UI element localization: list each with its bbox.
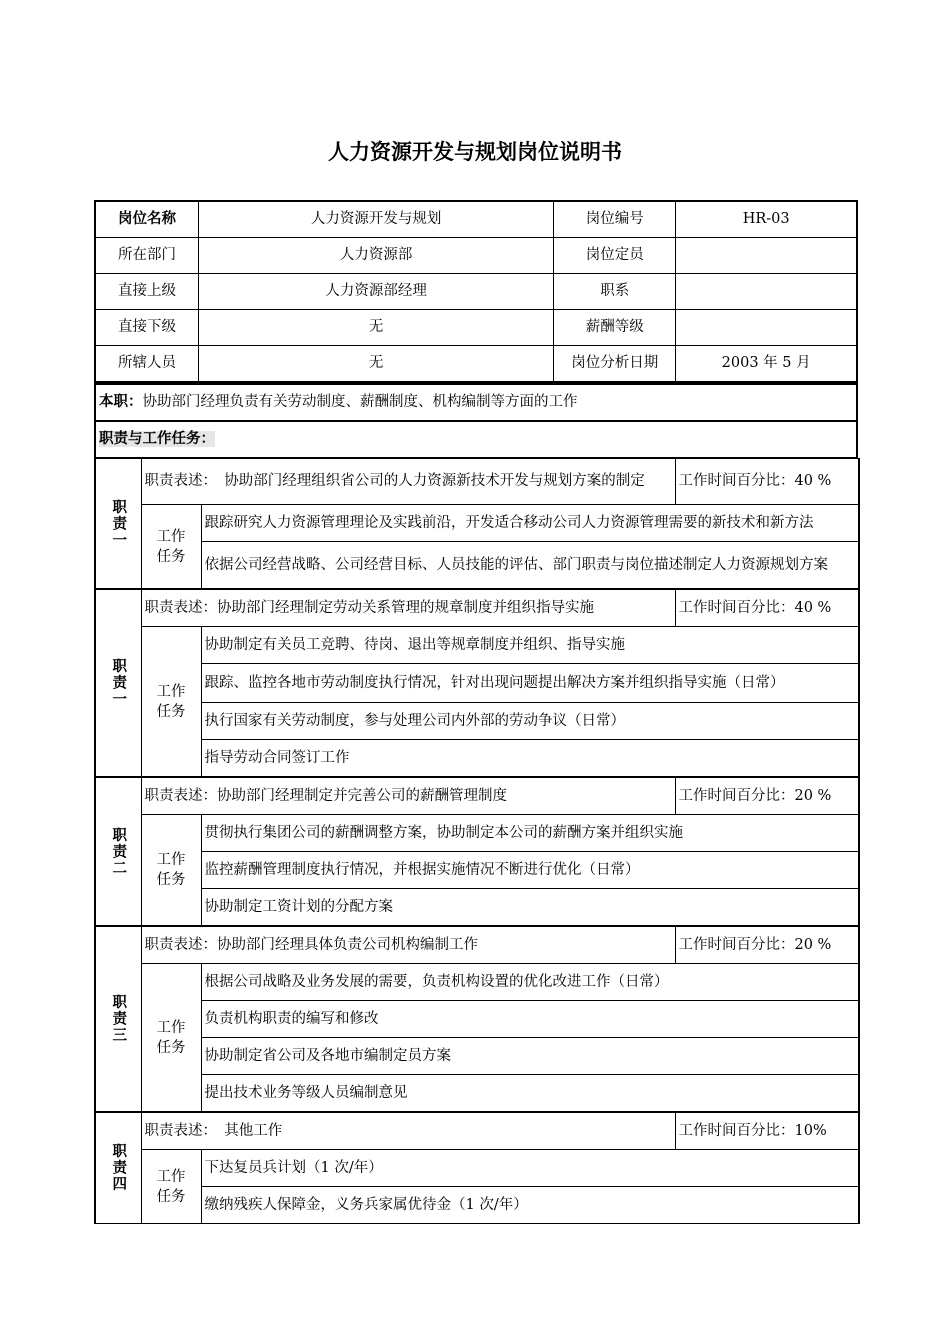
task-item: 指导劳动合同签订工作 [201, 740, 859, 778]
duty-label: 职责一 [95, 459, 141, 590]
duty-row [95, 459, 859, 505]
subordinate-label: 直接下级 [95, 310, 199, 346]
duty-description: 职责表述： 其他工作 [141, 1112, 675, 1150]
task-row [95, 815, 859, 852]
quota-value [676, 238, 857, 274]
superior-label: 直接上级 [95, 274, 199, 310]
info-row-dept [95, 238, 857, 274]
duty-label: 职责二 [95, 777, 141, 926]
info-row-name [95, 201, 857, 238]
task-row [95, 703, 859, 740]
info-row-staff [95, 346, 857, 383]
duties-header-row [95, 421, 857, 458]
salary-value [676, 310, 857, 346]
task-item: 协助制定省公司及各地市编制定员方案 [201, 1038, 859, 1075]
quota-label: 岗位定员 [554, 238, 676, 274]
staff-label: 所辖人员 [95, 346, 199, 383]
duty-row [95, 589, 859, 627]
duty-description: 职责表述： 协助部门经理组织省公司的人力资源新技术开发与规划方案的制定 [141, 459, 675, 505]
duties-header-text: 职责与工作任务： [99, 431, 215, 447]
task-item: 负责机构职责的编写和修改 [201, 1001, 859, 1038]
duty-row [95, 1112, 859, 1150]
task-row [95, 1150, 859, 1187]
info-row-superior [95, 274, 857, 310]
task-label: 工作任务 [141, 1150, 201, 1224]
task-item: 协助制定工资计划的分配方案 [201, 889, 859, 927]
task-row [95, 964, 859, 1001]
duty-time-percent: 工作时间百分比：20 % [675, 926, 859, 964]
duty-description: 职责表述：协助部门经理具体负责公司机构编制工作 [141, 926, 675, 964]
main-duty-text: 协助部门经理负责有关劳动制度、薪酬制度、机构编制等方面的工作 [142, 394, 578, 410]
task-item: 缴纳残疾人保障金，义务兵家属优待金（1 次/年） [201, 1187, 859, 1224]
duty-time-percent: 工作时间百分比：40 % [675, 459, 859, 505]
job-description-form [94, 200, 858, 1224]
staff-value: 无 [199, 346, 554, 383]
subordinate-value: 无 [199, 310, 554, 346]
duty-label: 职责四 [95, 1112, 141, 1224]
duty-label: 职责一 [95, 589, 141, 777]
main-duty-row [95, 384, 857, 421]
duty-description: 职责表述：协助部门经理制定并完善公司的薪酬管理制度 [141, 777, 675, 815]
task-row [95, 889, 859, 927]
post-name-value: 人力资源开发与规划 [199, 201, 554, 238]
duty-row [95, 926, 859, 964]
post-name-label: 岗位名称 [95, 201, 199, 238]
main-duty-table [94, 383, 858, 458]
duty-time-percent: 工作时间百分比：40 % [675, 589, 859, 627]
task-row [95, 1001, 859, 1038]
task-label: 工作任务 [141, 964, 201, 1113]
task-item: 下达复员兵计划（1 次/年） [201, 1150, 859, 1187]
main-duty-label: 本职： [99, 394, 143, 410]
task-row [95, 1038, 859, 1075]
duty-time-percent: 工作时间百分比：10% [675, 1112, 859, 1150]
series-label: 职系 [554, 274, 676, 310]
dept-label: 所在部门 [95, 238, 199, 274]
task-item: 协助制定有关员工竞聘、待岗、退出等规章制度并组织、指导实施 [201, 627, 859, 664]
task-row [95, 1187, 859, 1224]
main-duty [95, 384, 857, 421]
task-row [95, 542, 859, 590]
post-no-label: 岗位编号 [554, 201, 676, 238]
task-label: 工作任务 [141, 505, 201, 590]
duty-label: 职责三 [95, 926, 141, 1112]
task-item: 跟踪、监控各地市劳动制度执行情况，针对出现问题提出解决方案并组织指导实施（日常） [201, 664, 859, 703]
task-row [95, 664, 859, 703]
task-row [95, 1075, 859, 1113]
duty-time-percent: 工作时间百分比：20 % [675, 777, 859, 815]
info-table [94, 200, 858, 383]
task-item: 监控薪酬管理制度执行情况，并根据实施情况不断进行优化（日常） [201, 852, 859, 889]
post-no-value: HR-03 [676, 201, 857, 238]
task-item: 提出技术业务等级人员编制意见 [201, 1075, 859, 1113]
page-title: 人力资源开发与规划岗位说明书 [328, 140, 622, 164]
date-value: 2003 年 5 月 [676, 346, 857, 383]
duties-table [94, 458, 860, 1224]
task-item: 跟踪研究人力资源管理理论及实践前沿，开发适合移动公司人力资源管理需要的新技术和新方法 [201, 505, 859, 542]
task-item: 根据公司战略及业务发展的需要，负责机构设置的优化改进工作（日常） [201, 964, 859, 1001]
task-item: 贯彻执行集团公司的薪酬调整方案，协助制定本公司的薪酬方案并组织实施 [201, 815, 859, 852]
series-value [676, 274, 857, 310]
task-item: 执行国家有关劳动制度，参与处理公司内外部的劳动争议（日常） [201, 703, 859, 740]
superior-value: 人力资源部经理 [199, 274, 554, 310]
info-row-subordinate [95, 310, 857, 346]
task-label: 工作任务 [141, 627, 201, 778]
task-row [95, 852, 859, 889]
duty-row [95, 777, 859, 815]
date-label: 岗位分析日期 [554, 346, 676, 383]
duty-description: 职责表述：协助部门经理制定劳动关系管理的规章制度并组织指导实施 [141, 589, 675, 627]
duties-header [95, 421, 857, 458]
salary-label: 薪酬等级 [554, 310, 676, 346]
task-row [95, 740, 859, 778]
task-row [95, 505, 859, 542]
dept-value: 人力资源部 [199, 238, 554, 274]
task-item: 依据公司经营战略、公司经营目标、人员技能的评估、部门职责与岗位描述制定人力资源规划方案 [201, 542, 859, 590]
task-row [95, 627, 859, 664]
task-label: 工作任务 [141, 815, 201, 927]
